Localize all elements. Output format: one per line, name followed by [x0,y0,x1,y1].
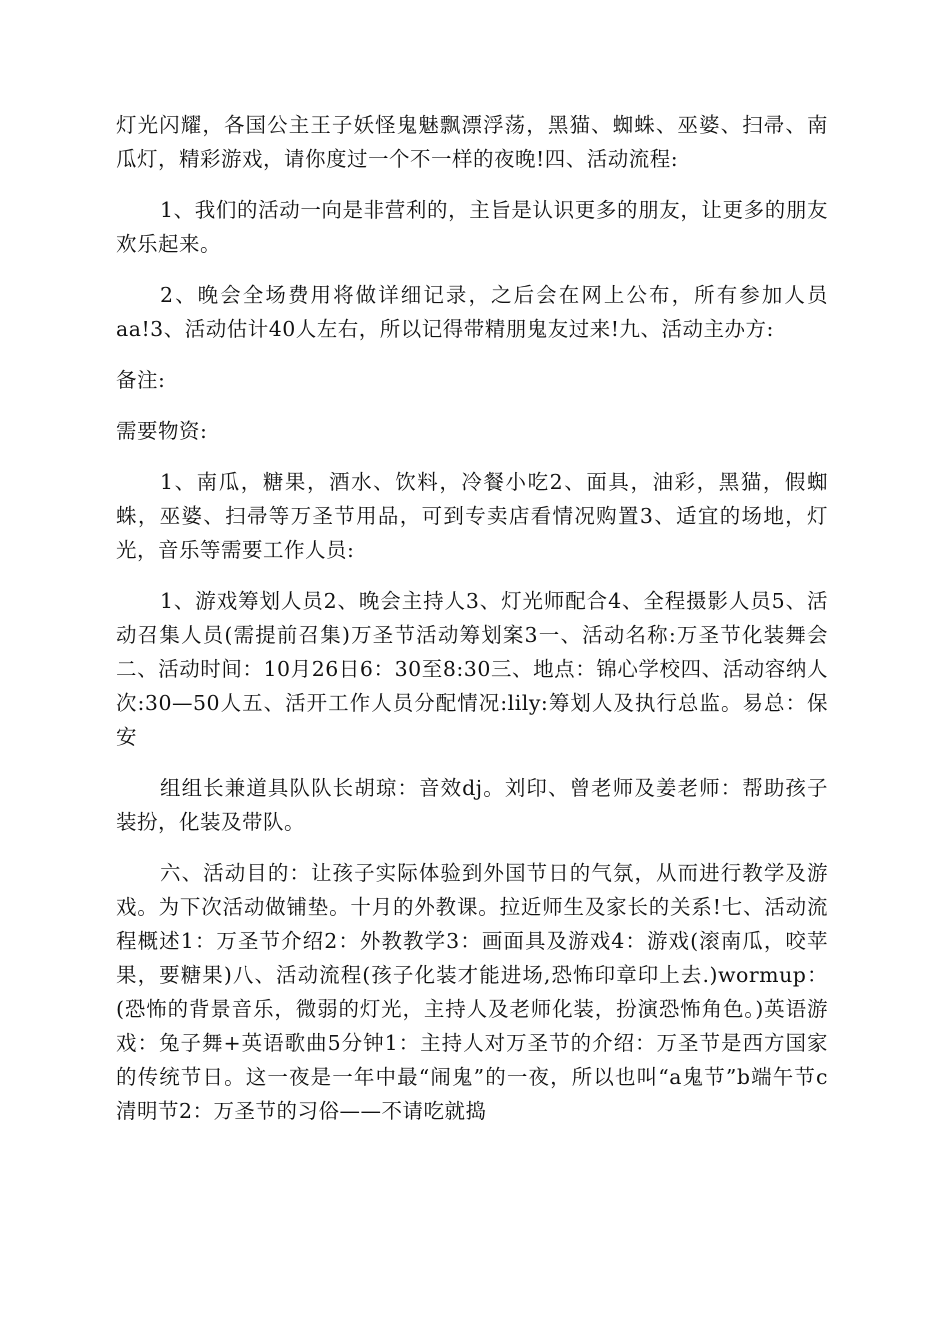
document-page [116,108,828,1145]
paragraph-supplies-list: 1、南瓜，糖果，酒水、饮料，冷餐小吃2、面具，油彩，黑猫，假蜘蛛，巫婆、扫帚等万圣节用品，可到专卖店看情况购置3、适宜的场地，灯光，音乐等需要工作人员: [116,470,828,562]
paragraph-notes-heading: 备注: [116,368,166,392]
paragraph-supplies-heading: 需要物资: [116,419,208,443]
paragraph-1: 灯光闪耀，各国公主王子妖怪鬼魅飘漂浮荡，黑猫、蜘蛛、巫婆、扫帚、南瓜灯，精彩游戏，请你度过一个不一样的夜晚!四、活动流程: [116,113,828,171]
paragraph-purpose-and-flow: 六、活动目的：让孩子实际体验到外国节日的气氛，从而进行教学及游戏。为下次活动做铺垫。十月的外教课。拉近师生及家长的关系!七、活动流程概述1：万圣节介绍2：外教教学3：画面具及游戏4：游戏(滚南瓜，咬苹果，要糖果)八、活动流程(孩子化装才能进场,恐怖印章印上去.)wormup：(恐怖的背景音乐，微弱的灯光，主持人及老师化装，扮演恐怖角色。)英语游戏：兔子舞+英语歌曲5分钟1：主持人对万圣节的介绍：万圣节是西方国家的传统节日。这一夜是一年中最“闹鬼”的一夜，所以也叫“a鬼节”b端午节c清明节2：万圣节的习俗——不请吃就捣 [116,861,828,1123]
paragraph-team-roles: 组组长兼道具队队长胡琼：音效dj。刘印、曾老师及姜老师：帮助孩子装扮，化装及带队。 [116,776,828,834]
paragraph-3: 2、晚会全场费用将做详细记录，之后会在网上公布，所有参加人员aa!3、活动估计40人左右，所以记得带精朋鬼友过来!九、活动主办方: [116,283,828,341]
paragraph-staff-and-plan: 1、游戏筹划人员2、晚会主持人3、灯光师配合4、全程摄影人员5、活动召集人员(需提前召集)万圣节活动筹划案3一、活动名称:万圣节化装舞会二、活动时间：10月26日6：30至8:30三、地点：锦心学校四、活动容纳人次:30—50人五、活开工作人员分配情况:lily:筹划人及执行总监。易总：保安 [116,589,828,749]
paragraph-2: 1、我们的活动一向是非营利的，主旨是认识更多的朋友，让更多的朋友欢乐起来。 [116,198,828,256]
